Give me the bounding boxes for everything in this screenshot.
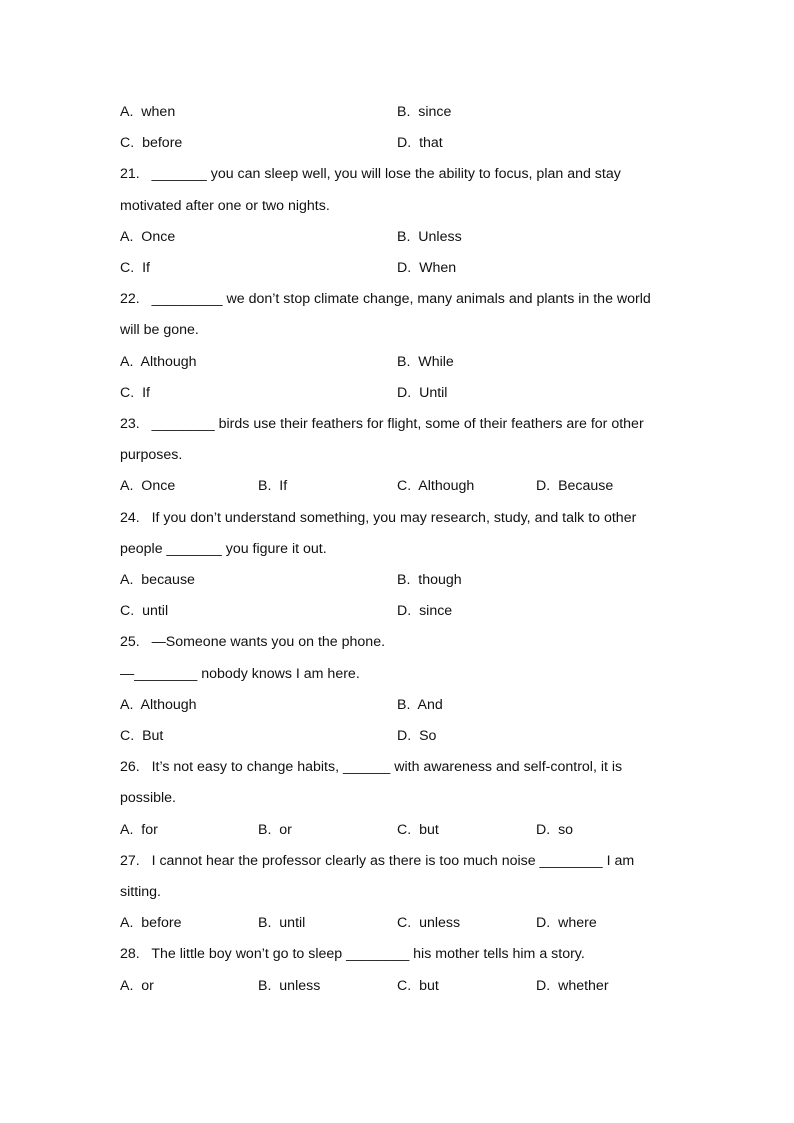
option-b: B. And xyxy=(397,697,443,713)
option-c: C. But xyxy=(120,728,164,744)
option-c: C. unless xyxy=(397,915,461,931)
option-a: A. when xyxy=(120,104,176,120)
option-d: D. Because xyxy=(536,478,614,494)
option-c: C. Although xyxy=(397,478,475,494)
option-c: C. but xyxy=(397,822,439,838)
option-d: D. So xyxy=(397,728,437,744)
option-a: A. or xyxy=(120,978,154,994)
option-d: D. that xyxy=(397,135,443,151)
question-21-stem-continued: motivated after one or two nights. xyxy=(120,198,330,214)
option-a: A. Although xyxy=(120,354,197,370)
question-25-stem: 25. —Someone wants you on the phone. xyxy=(120,634,386,650)
question-number: 26. xyxy=(120,759,140,775)
option-a: A. Once xyxy=(120,229,176,245)
question-28-stem: 28. The little boy won’t go to sleep ________ his mother tells him a story. xyxy=(120,946,585,962)
option-b: B. or xyxy=(258,822,292,838)
option-a: A. because xyxy=(120,572,195,588)
option-b: B. though xyxy=(397,572,462,588)
question-27-stem: 27. I cannot hear the professor clearly as there is too much noise ________ I am xyxy=(120,853,635,869)
question-number: 21. xyxy=(120,166,140,182)
question-24-stem-continued: people _______ you figure it out. xyxy=(120,541,327,557)
question-22-stem: 22. _________ we don’t stop climate change, many animals and plants in the world xyxy=(120,291,651,307)
question-number: 25. xyxy=(120,634,140,650)
option-b: B. unless xyxy=(258,978,321,994)
question-number: 27. xyxy=(120,853,140,869)
option-a: A. Although xyxy=(120,697,197,713)
option-d: D. where xyxy=(536,915,597,931)
option-b: B. Unless xyxy=(397,229,462,245)
option-b: B. until xyxy=(258,915,306,931)
question-number: 22. xyxy=(120,291,140,307)
option-b: B. While xyxy=(397,354,454,370)
question-23-stem-continued: purposes. xyxy=(120,447,183,463)
option-d: D. Until xyxy=(397,385,448,401)
option-b: B. since xyxy=(397,104,452,120)
question-27-stem-continued: sitting. xyxy=(120,884,162,900)
option-a: A. for xyxy=(120,822,158,838)
question-26-stem-continued: possible. xyxy=(120,790,176,806)
question-23-stem: 23. ________ birds use their feathers for flight, some of their feathers are for other xyxy=(120,416,644,432)
option-d: D. whether xyxy=(536,978,609,994)
option-d: D. so xyxy=(536,822,574,838)
option-c: C. If xyxy=(120,260,150,276)
option-c: C. but xyxy=(397,978,439,994)
question-24-stem: 24. If you don’t understand something, you may research, study, and talk to other xyxy=(120,510,637,526)
option-a: A. before xyxy=(120,915,182,931)
option-c: C. before xyxy=(120,135,183,151)
question-number: 23. xyxy=(120,416,140,432)
question-number: 24. xyxy=(120,510,140,526)
question-22-stem-continued: will be gone. xyxy=(120,322,199,338)
option-c: C. until xyxy=(120,603,169,619)
question-number: 28. xyxy=(120,946,140,962)
option-c: C. If xyxy=(120,385,150,401)
question-25-stem-continued: —________ nobody knows I am here. xyxy=(120,666,360,682)
option-d: D. When xyxy=(397,260,457,276)
question-26-stem: 26. It’s not easy to change habits, ______ with awareness and self-control, it is xyxy=(120,759,623,775)
question-21-stem: 21. _______ you can sleep well, you will lose the ability to focus, plan and stay xyxy=(120,166,621,182)
option-a: A. Once xyxy=(120,478,176,494)
option-b: B. If xyxy=(258,478,288,494)
option-d: D. since xyxy=(397,603,453,619)
